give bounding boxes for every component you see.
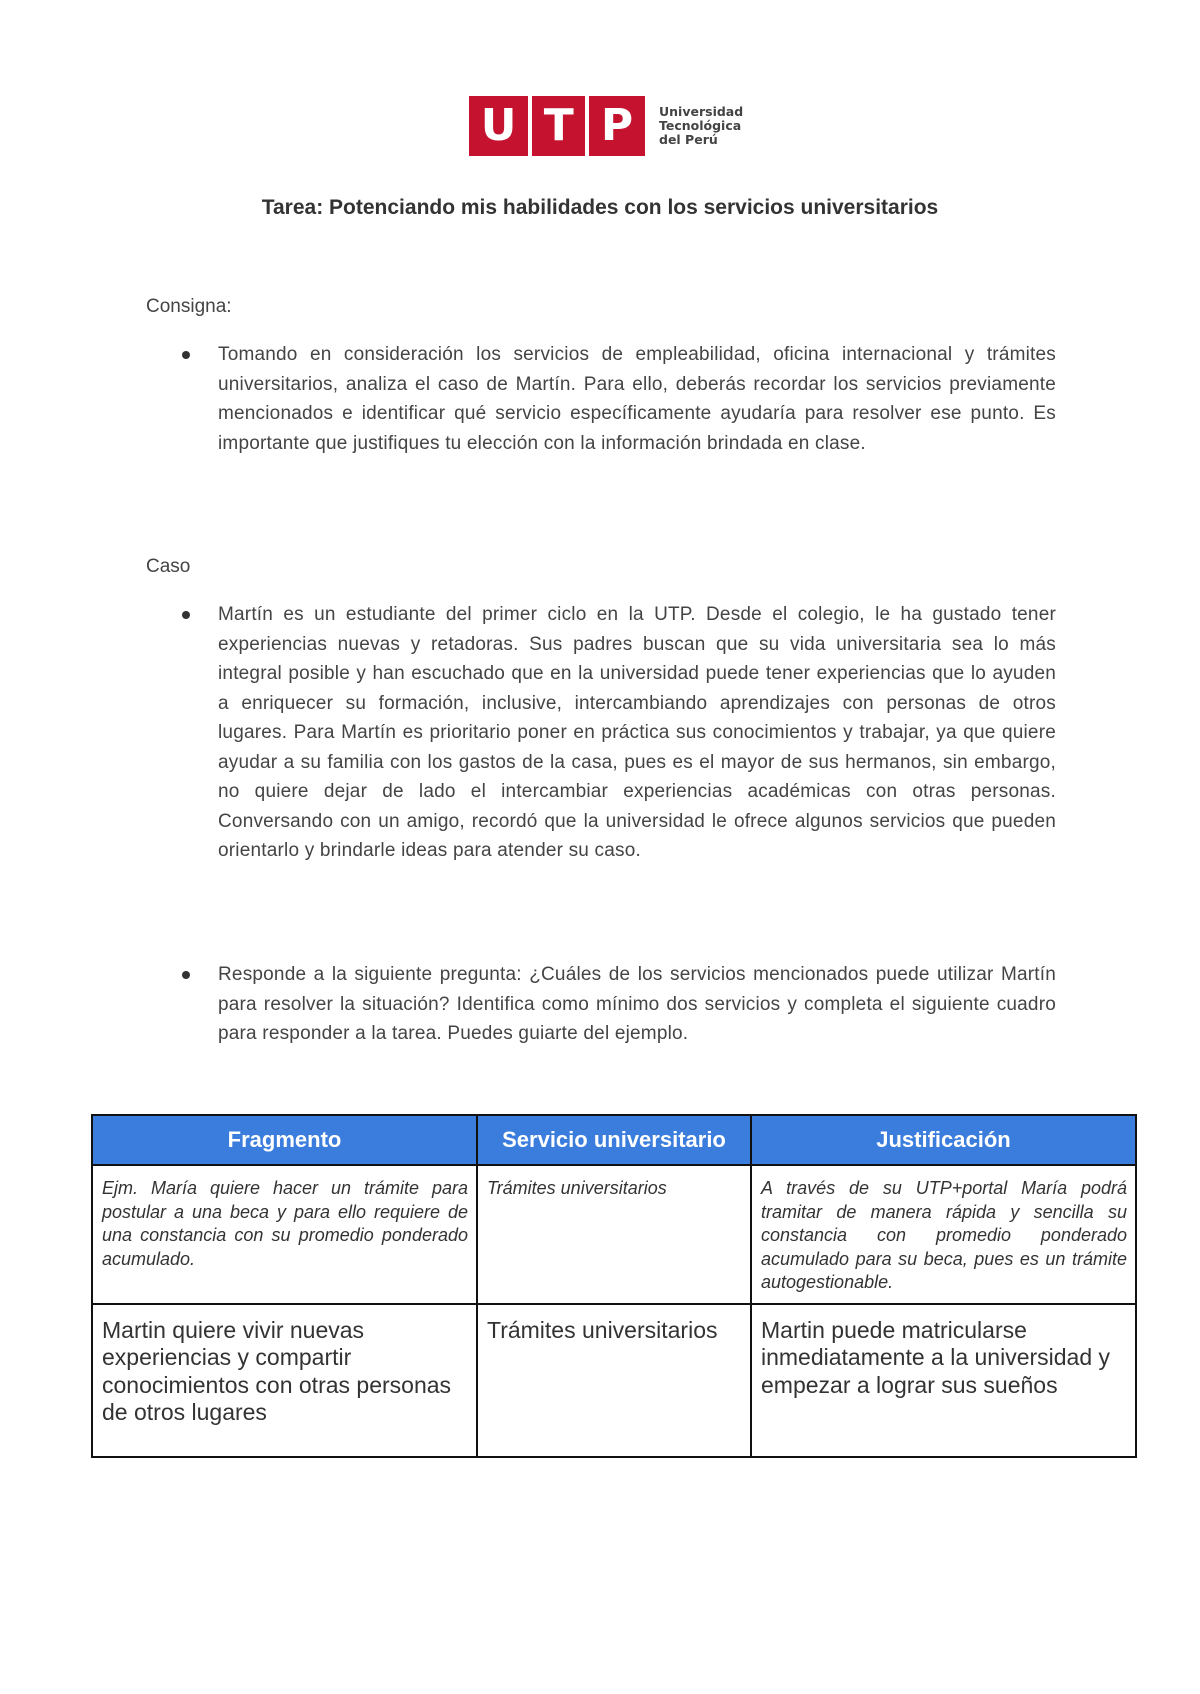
header-servicio: Servicio universitario	[477, 1115, 751, 1165]
logo-name-line: del Perú	[659, 132, 718, 147]
pregunta-bullet	[218, 960, 1056, 1049]
answer-table	[91, 1114, 1137, 1458]
logo-name-line: Universidad	[659, 104, 744, 119]
table-row-example	[92, 1165, 1136, 1304]
pregunta-text: Responde a la siguiente pregunta: ¿Cuáles de los servicios mencionados puede utilizar Martín para resolver la situación? Identifica como mínimo dos servicios y completa el siguiente cuadro para responder a la tarea. Puedes guiarte del ejemplo.	[218, 964, 1056, 1044]
header-justificacion: Justificación	[751, 1115, 1136, 1165]
utp-logo	[469, 96, 743, 156]
consigna-text: Tomando en consideración los servicios de empleabilidad, oficina internacional y trámites universitarios, analiza el caso de Martín. Para ello, deberás recordar los servicios previamente mencionados e identificar qué servicio específicamente ayudaría para resolver ese punto. Es importante que justifiques tu elección con la información brindada en clase.	[218, 344, 1056, 454]
example-servicio: Trámites universitarios	[477, 1165, 751, 1304]
example-fragmento: Ejm. María quiere hacer un trámite para postular a una beca y para ello requiere de una constancia con su promedio ponderado acumulado.	[92, 1165, 477, 1304]
caso-bullet	[218, 600, 1056, 866]
logo-name-line: Tecnológica	[659, 118, 742, 133]
consigna-label: Consigna:	[146, 296, 232, 317]
answer-servicio[interactable]: Trámites universitarios	[477, 1304, 751, 1457]
logo-letter-t: T	[543, 100, 574, 151]
bullet-icon	[182, 611, 190, 619]
logo-letter-u: U	[480, 100, 517, 151]
utp-logo-mark	[469, 96, 645, 156]
table-header-row	[92, 1115, 1136, 1165]
logo-letter-p: P	[600, 100, 634, 151]
answer-fragmento[interactable]: Martin quiere vivir nuevas experiencias y compartir conocimientos con otras personas de otros lugares	[92, 1304, 477, 1457]
logo-separator	[585, 96, 589, 156]
answer-justificacion[interactable]: Martin puede matricularse inmediatamente a la universidad y empezar a lograr sus sueños	[751, 1304, 1136, 1457]
caso-label: Caso	[146, 556, 191, 577]
example-justificacion: A través de su UTP+portal María podrá tramitar de manera rápida y sencilla su constancia con promedio ponderado acumulado para su beca, pues es un trámite autogestionable.	[751, 1165, 1136, 1304]
page-title: Tarea: Potenciando mis habilidades con los servicios universitarios	[261, 196, 939, 219]
logo-separator	[528, 96, 532, 156]
consigna-bullet	[218, 340, 1056, 458]
caso-text: Martín es un estudiante del primer ciclo en la UTP. Desde el colegio, le ha gustado tener experiencias nuevas y retadoras. Sus padres buscan que su vida universitaria sea lo más integral posible y han escuchado que en la universidad puede tener experiencias que lo ayuden a enriquecer su formación, inclusive, intercambiando aprendizajes con personas de otros lugares. Para Martín es prioritario poner en práctica sus conocimientos y trabajar, ya que quiere ayudar a su familia con los gastos de la casa, pues es el mayor de sus hermanos, sin embargo, no quiere dejar de lado el intercambiar experiencias académicas con otras personas. Conversando con un amigo, recordó que la universidad le ofrece algunos servicios que pueden orientarlo y brindarle ideas para atender su caso.	[218, 604, 1056, 861]
table-row-answer	[92, 1304, 1136, 1457]
bullet-icon	[182, 351, 190, 359]
header-fragmento: Fragmento	[92, 1115, 477, 1165]
utp-logo-name	[659, 105, 743, 147]
bullet-icon	[182, 971, 190, 979]
